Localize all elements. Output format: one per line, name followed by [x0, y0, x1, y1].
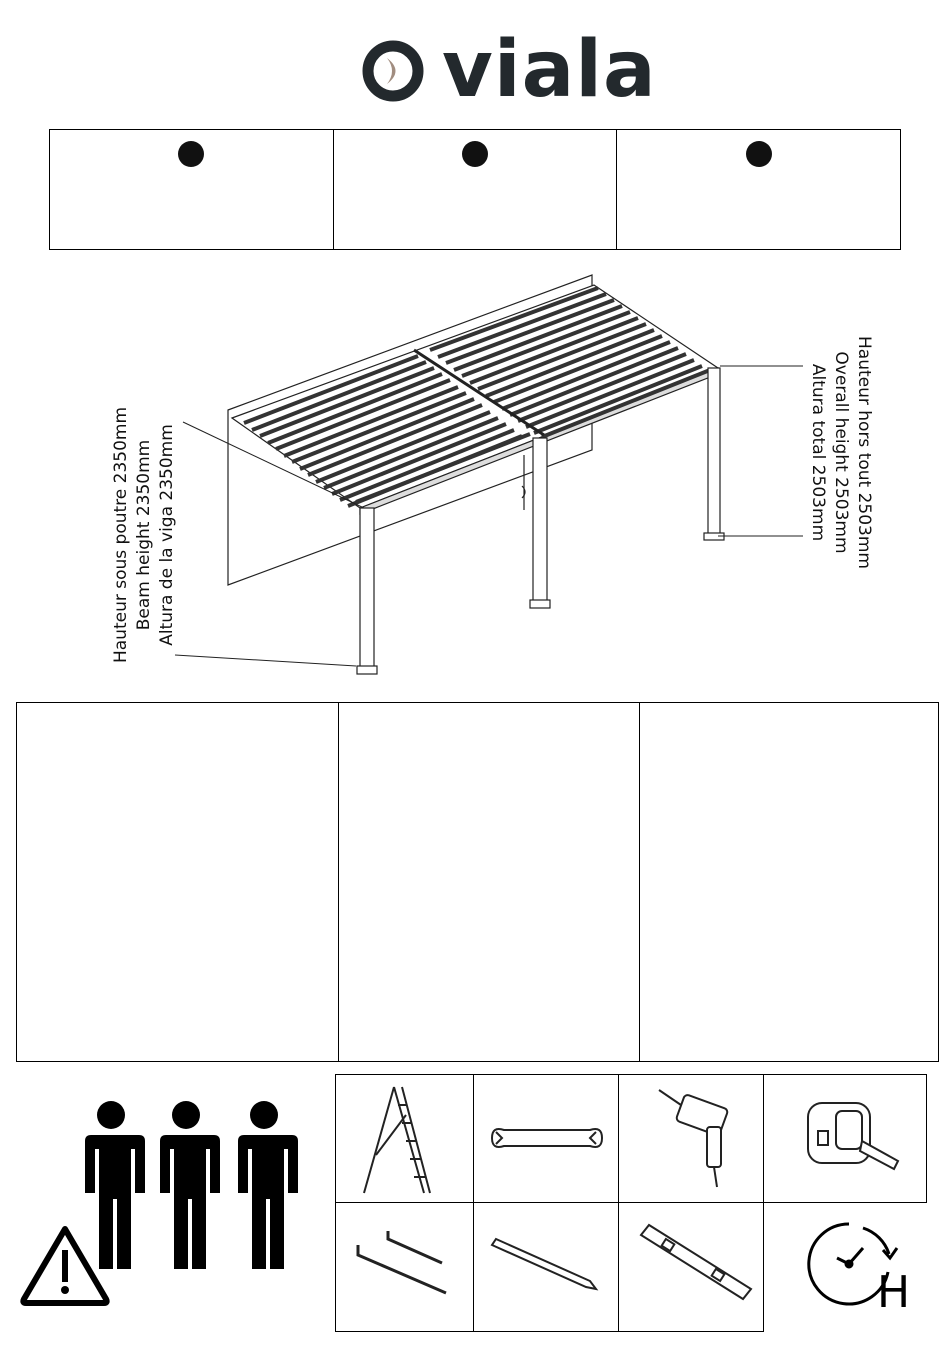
- info-table: [16, 702, 939, 1062]
- people-group: [20, 1095, 320, 1310]
- post-front-left: [360, 508, 374, 668]
- tool-cell: [335, 1202, 474, 1332]
- allen-key-icon: [336, 1203, 473, 1331]
- post-front-middle: [533, 438, 547, 604]
- pencil-icon: [474, 1203, 618, 1331]
- tools-grid: [335, 1074, 927, 1332]
- tape-measure-icon: [764, 1075, 926, 1202]
- tool-cell: [618, 1202, 764, 1332]
- spirit-level-icon: [619, 1203, 763, 1331]
- overall-height-en: Overall height 2503mm: [831, 351, 851, 554]
- tool-cell: [473, 1202, 619, 1332]
- beam-height-label: [110, 405, 179, 665]
- tool-cell: [618, 1074, 764, 1203]
- overall-height-label: [806, 335, 875, 570]
- dimension-cell: [617, 130, 900, 249]
- person-icon: [236, 1101, 298, 1269]
- info-cell: [17, 703, 339, 1061]
- tool-cell: [335, 1074, 474, 1203]
- time-estimate: [763, 1202, 927, 1332]
- post-back-right: [708, 368, 720, 536]
- time-unit: H: [877, 1267, 911, 1318]
- logo-mark: [360, 38, 430, 104]
- tool-cell: [763, 1074, 927, 1203]
- person-icon: [158, 1101, 220, 1269]
- bullet-dot: [746, 141, 772, 167]
- bullet-dot: [462, 141, 488, 167]
- dimension-cell: [50, 130, 334, 249]
- brand-logo: [360, 25, 657, 115]
- warning-icon: [23, 1229, 106, 1303]
- wrench-icon: [474, 1075, 618, 1202]
- brand-name: viala: [442, 25, 657, 115]
- overall-height-fr: Hauteur hors tout 2503mm: [854, 336, 874, 569]
- beam-height-en: Beam height 2350mm: [134, 439, 154, 631]
- dimension-cell: [334, 130, 618, 249]
- beam-height-es: Altura de la viga 2350mm: [157, 424, 177, 646]
- tool-cell: [473, 1074, 619, 1203]
- drill-icon: [619, 1075, 763, 1202]
- beam-height-fr: Hauteur sous poutre 2350mm: [111, 406, 131, 664]
- person-icon: [83, 1101, 145, 1269]
- info-cell: [640, 703, 938, 1061]
- dimension-table: [49, 129, 901, 250]
- ladder-icon: [336, 1075, 473, 1202]
- overall-height-es: Altura total 2503mm: [808, 363, 828, 542]
- bullet-dot: [178, 141, 204, 167]
- info-cell: [339, 703, 640, 1061]
